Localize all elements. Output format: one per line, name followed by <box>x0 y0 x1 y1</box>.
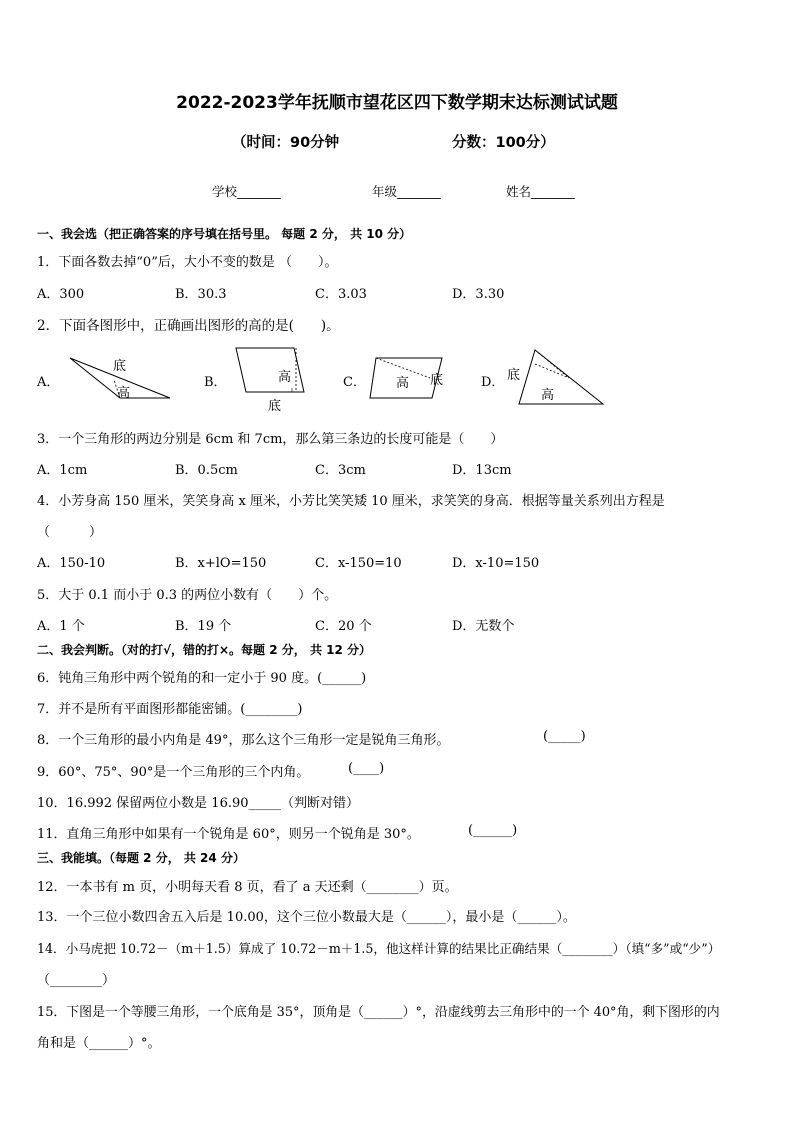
q2-option-d[interactable]: D． <box>481 375 505 390</box>
q14-answer-blank[interactable]: （________） <box>37 973 116 988</box>
question-7: 7．并不是所有平面图形都能密铺。(________) <box>37 702 303 717</box>
question-14: 14．小马虎把 10.72－（m＋1.5）算成了 10.72－m＋1.5，他这样计算的结果比正确结果（________）（填“多”或“少”） <box>37 941 721 956</box>
page-title: 2022-2023学年抚顺市望花区四下数学期末达标测试试题 <box>176 93 618 113</box>
q5-option-b[interactable]: B．19 个 <box>175 619 232 634</box>
exam-time: （时间：90分钟 <box>232 135 340 151</box>
figure-b-height-label: 高 <box>278 370 292 385</box>
q2-option-b[interactable]: B． <box>204 375 227 390</box>
q8-answer-blank[interactable]: (_____) <box>543 729 586 744</box>
q5-option-a[interactable]: A．1 个 <box>37 619 85 634</box>
question-2: 2．下面各图形中，正确画出图形的高的是( )。 <box>37 318 340 334</box>
q1-option-b[interactable]: B．30.3 <box>175 287 227 302</box>
q9-answer-blank[interactable]: (____) <box>348 761 385 776</box>
figure-b-base-label: 底 <box>268 399 282 414</box>
section-2-heading: 二、我会判断。（对的打√，错的打×。每题 2 分， 共 12 分） <box>37 643 371 657</box>
q4-option-b[interactable]: B．x+lO=150 <box>175 556 267 571</box>
q4-option-d[interactable]: D．x-10=150 <box>452 556 540 571</box>
question-10: 10．16.992 保留两位小数是 16.90_____（判断对错） <box>37 796 360 811</box>
question-11: 11．直角三角形中如果有一个锐角是 60°，则另一个锐角是 30°。 <box>37 827 420 842</box>
q5-option-c[interactable]: C．20 个 <box>315 619 372 634</box>
question-5: 5．大于 0.1 而小于 0.3 的两位小数有（ ）个。 <box>37 588 338 603</box>
figure-d-height-label: 高 <box>541 388 555 403</box>
q4-option-a[interactable]: A．150-10 <box>37 556 106 571</box>
question-12: 12．一本书有 m 页，小明每天看 8 页，看了 a 天还剩（________）页。 <box>37 880 458 895</box>
figure-a <box>64 352 176 404</box>
figure-a-height-label: 高 <box>117 386 131 401</box>
q1-option-d[interactable]: D．3.30 <box>452 287 505 302</box>
q4-answer-blank[interactable]: （ ） <box>37 525 103 540</box>
school-field[interactable]: 学校_______ <box>212 184 281 199</box>
figure-b <box>230 344 312 414</box>
question-9: 9．60°、75°、90°是一个三角形的三个内角。 <box>37 765 310 780</box>
question-15: 15．下图是一个等腰三角形，一个底角是 35°，顶角是（______）°，沿虚线剪去三角形中的一个 40°角，剩下图形的内 <box>37 1005 720 1020</box>
q5-option-d[interactable]: D．无数个 <box>452 619 515 634</box>
question-1: 1．下面各数去掉“0”后，大小不变的数是 （ ）。 <box>37 255 338 270</box>
section-1-heading: 一、我会选（把正确答案的序号填在括号里。 每题 2 分， 共 10 分） <box>37 227 412 241</box>
question-4: 4．小芳身高 150 厘米，笑笑身高 x 厘米，小芳比笑笑矮 10 厘米，求笑笑的身高．根据等量关系列出方程是 <box>37 494 665 509</box>
grade-field[interactable]: 年级_______ <box>372 184 441 199</box>
figure-a-base-label: 底 <box>113 359 127 374</box>
q11-answer-blank[interactable]: (______) <box>468 823 518 838</box>
q1-option-c[interactable]: C．3.03 <box>315 287 367 302</box>
figure-c-base-label: 底 <box>430 373 444 388</box>
figure-d-base-label: 底 <box>507 368 521 383</box>
q3-option-c[interactable]: C．3cm <box>315 463 366 478</box>
q3-option-a[interactable]: A．1cm <box>37 463 88 478</box>
q2-option-c[interactable]: C． <box>343 375 366 390</box>
q2-option-a[interactable]: A． <box>37 375 60 390</box>
q4-option-c[interactable]: C．x-150=10 <box>315 556 402 571</box>
question-6: 6．钝角三角形中两个锐角的和一定小于 90 度。(______) <box>37 671 367 686</box>
name-field[interactable]: 姓名_______ <box>506 184 575 199</box>
figure-c <box>368 352 454 404</box>
question-13: 13．一个三位小数四舍五入后是 10.00，这个三位小数最大是（______），最小是（______）。 <box>37 910 576 925</box>
q3-option-b[interactable]: B．0.5cm <box>175 463 238 478</box>
q1-option-a[interactable]: A．300 <box>37 287 85 302</box>
question-8: 8．一个三角形的最小内角是 49°，那么这个三角形一定是锐角三角形。 <box>37 733 450 748</box>
figure-c-height-label: 高 <box>396 376 410 391</box>
figure-d <box>505 346 607 408</box>
question-15-continued: 角和是（______）°。 <box>37 1036 161 1051</box>
q3-option-d[interactable]: D．13cm <box>452 463 512 478</box>
exam-score: 分数：100分） <box>452 135 555 151</box>
question-3: 3．一个三角形的两边分别是 6cm 和 7cm，那么第三条边的长度可能是（ ） <box>37 432 504 447</box>
section-3-heading: 三、我能填。（每题 2 分， 共 24 分） <box>37 851 245 865</box>
